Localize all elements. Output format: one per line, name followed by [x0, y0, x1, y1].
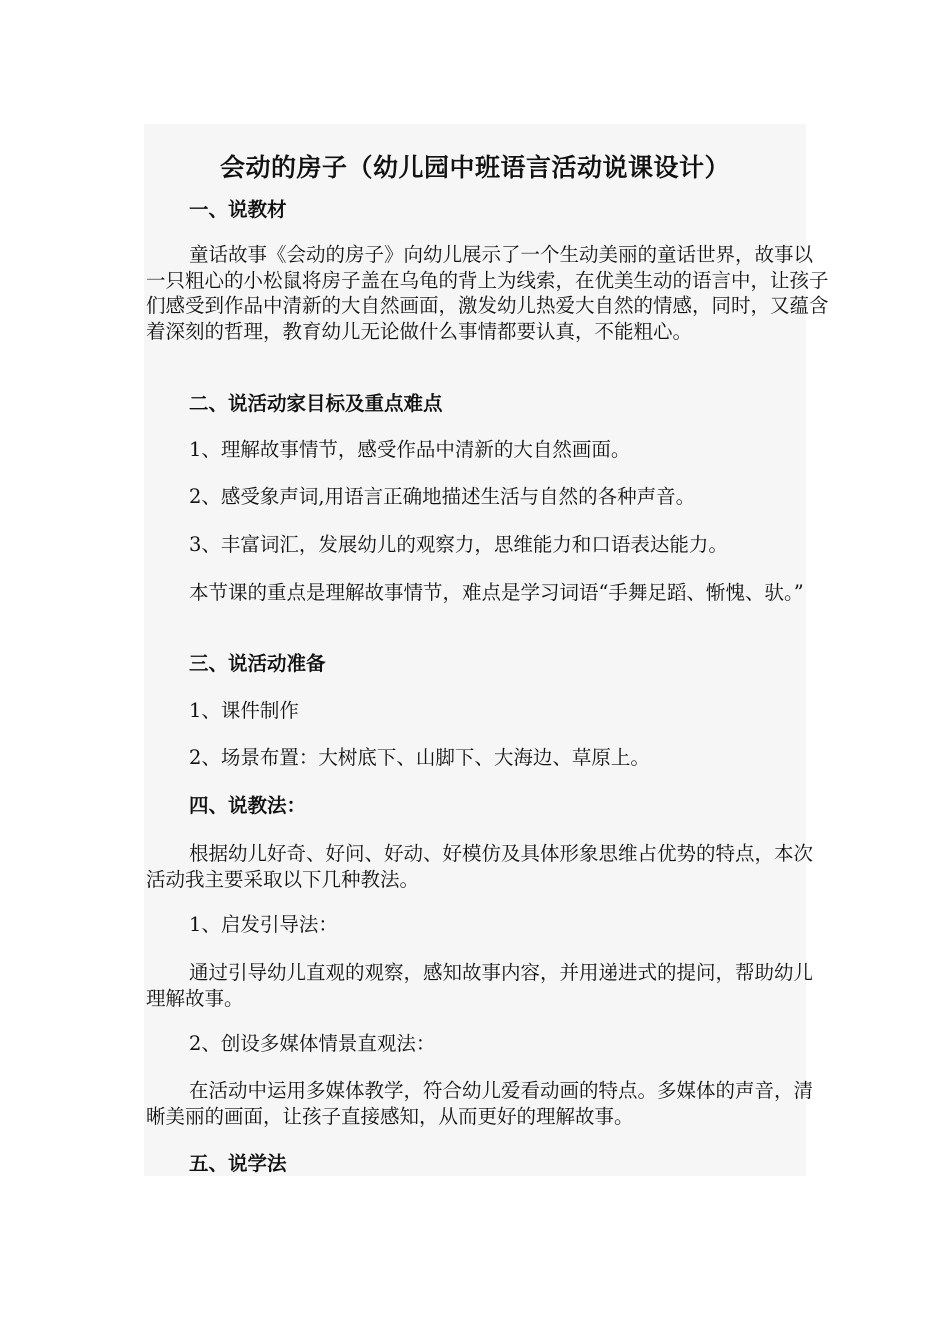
section-heading-5: 五、说学法 [189, 1152, 287, 1175]
paragraph-textbook: 童话故事《会动的房子》向幼儿展示了一个生动美丽的童话世界，故事以一只粗心的小松鼠将房子盖在乌龟的背上为线索，在优美生动的语言中，让孩子们感受到作品中清新的大自然画面，激发幼儿热爱大自然的情感，同时，又蕴含着深刻的哲理，教育幼儿无论做什么事情都要认真，不能粗心。 [146, 243, 829, 343]
section-heading-4: 四、说教法： [189, 794, 307, 817]
method-label-1: 1、启发引导法： [189, 913, 338, 936]
paragraph-teaching-basis: 根据幼儿好奇、好问、好动、好模仿及具体形象思维占优势的特点，本次活动我主要采取以下几种教法。 [146, 842, 814, 891]
document-title: 会动的房子（幼儿园中班语言活动说课设计） [219, 152, 730, 182]
method-text-2: 在活动中运用多媒体教学，符合幼儿爱看动画的特点。多媒体的声音，清晰美丽的画面，让孩子直接感知，从而更好的理解故事。 [146, 1079, 814, 1128]
goal-item-2: 2、感受象声词,用语言正确地描述生活与自然的各种声音。 [189, 485, 696, 508]
method-label-2: 2、创设多媒体情景直观法： [189, 1032, 436, 1055]
section-heading-2: 二、说活动家目标及重点难点 [189, 392, 443, 415]
section-heading-3: 三、说活动准备 [189, 652, 326, 675]
section-heading-1: 一、说教材 [189, 198, 287, 221]
paragraph-key-points: 本节课的重点是理解故事情节，难点是学习词语“手舞足蹈、惭愧、驮。” [189, 581, 804, 604]
goal-item-1: 1、理解故事情节，感受作品中清新的大自然画面。 [189, 438, 631, 461]
prep-item-2: 2、场景布置：大树底下、山脚下、大海边、草原上。 [189, 746, 650, 769]
method-text-1: 通过引导幼儿直观的观察，感知故事内容，并用递进式的提问，帮助幼儿理解故事。 [146, 961, 814, 1010]
prep-item-1: 1、课件制作 [189, 699, 299, 722]
goal-item-3: 3、丰富词汇，发展幼儿的观察力，思维能力和口语表达能力。 [189, 533, 728, 556]
